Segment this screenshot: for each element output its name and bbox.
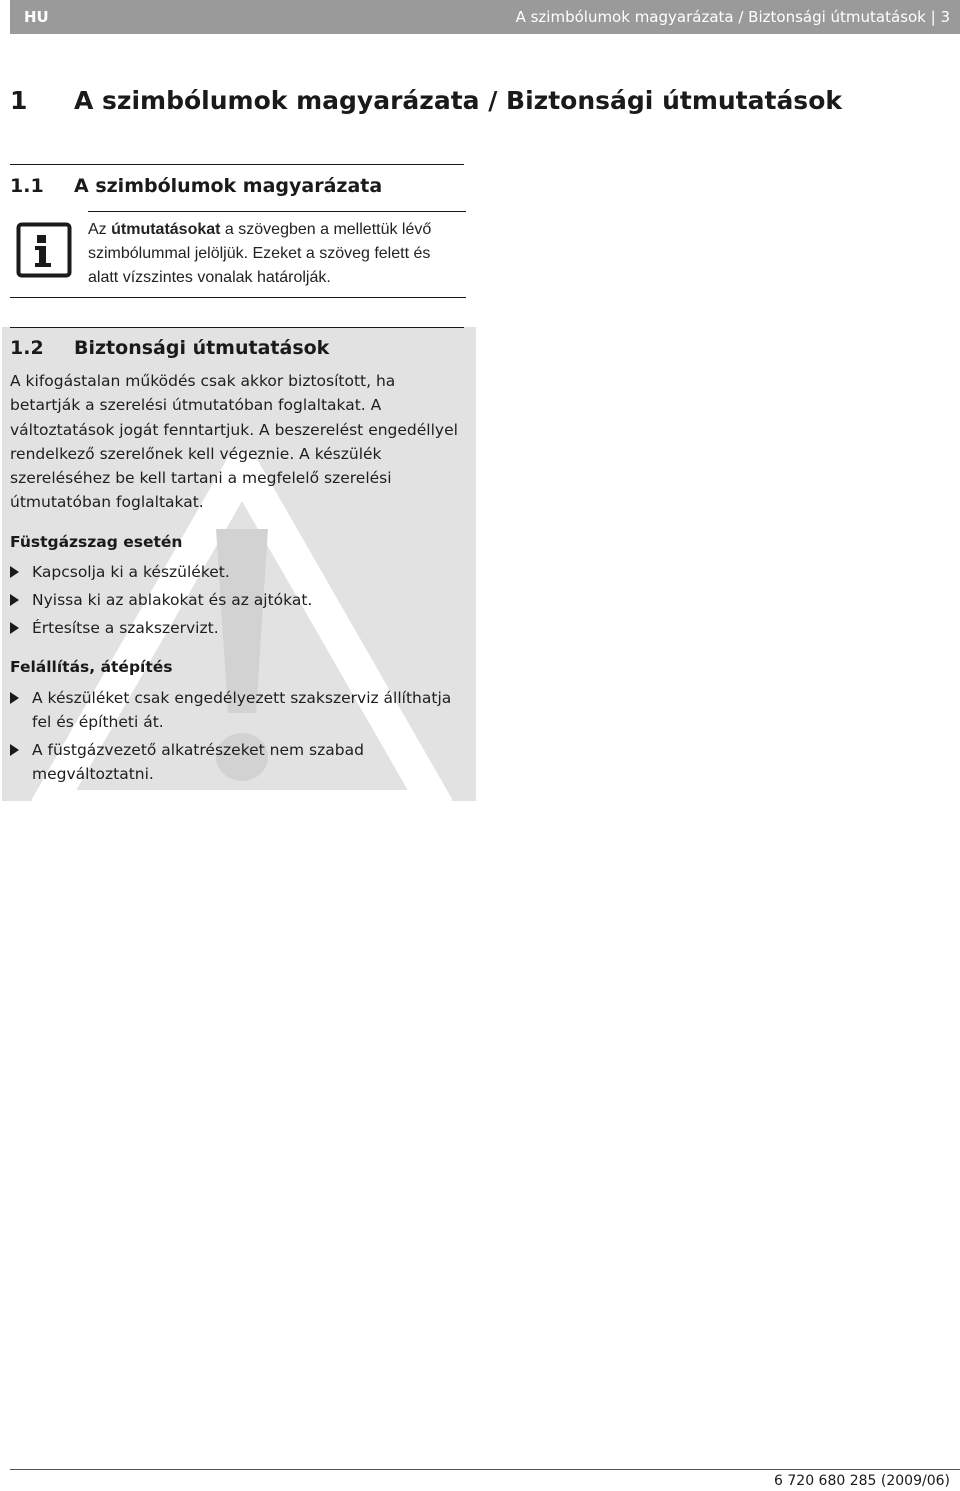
section-number: 1.1 (10, 175, 44, 197)
bullet-arrow-icon (10, 744, 19, 756)
language-code: HU (24, 8, 49, 26)
section-heading-1-2 (10, 337, 329, 359)
list-item-text: A készüléket csak engedélyezett szakszerviz állíthatja fel és építheti át. (32, 689, 452, 732)
chapter-title: A szimbólumok magyarázata / Biztonsági útmutatások (74, 86, 842, 115)
list-item (10, 738, 390, 787)
note-top-rule (88, 211, 466, 212)
running-title: A szimbólumok magyarázata / Biztonsági útmutatások | 3 (515, 8, 950, 26)
note-bottom-rule (10, 297, 466, 298)
info-icon (16, 222, 72, 278)
chapter-heading (10, 86, 842, 115)
bullet-arrow-icon (10, 566, 19, 578)
footer-rule (10, 1469, 960, 1470)
note-rest: a szövegben a mellettük lévő szimbólummal jelöljük. Ezeket a szöveg felett és alatt vízszintes vonalak határolják. (88, 221, 432, 286)
document-code: 6 720 680 285 (2009/06) (774, 1473, 950, 1489)
list-item-text: A füstgázvezető alkatrészeket nem szabad megváltoztatni. (32, 741, 364, 784)
flue-gas-heading: Füstgázszag esetén (10, 533, 183, 551)
safety-paragraph: A kifogástalan működés csak akkor biztosított, ha betartják a szerelési útmutatóban foglaltakat. A változtatások jogát fenntartjuk. A beszerelést engedéllyel rendelkező szerelőnek kell végeznie. A készülék szereléséhez be kell tartani a megfelelő szerelési útmutatóban foglaltakat. (10, 372, 458, 512)
bullet-arrow-icon (10, 692, 19, 704)
chapter-number: 1 (10, 86, 28, 115)
list-item-text: Értesítse a szakszervizt. (32, 619, 219, 637)
bullet-arrow-icon (10, 594, 19, 606)
note-prefix: Az (88, 221, 112, 238)
section-number: 1.2 (10, 337, 44, 359)
list-item (10, 588, 470, 612)
section-title: A szimbólumok magyarázata (74, 175, 383, 197)
note-bold-term: útmutatásokat (111, 221, 221, 238)
list-item (10, 616, 470, 640)
list-item (10, 686, 460, 735)
section-title: Biztonsági útmutatások (74, 337, 330, 359)
list-item (10, 560, 470, 584)
section-heading-1-1 (10, 175, 382, 197)
list-item-text: Nyissa ki az ablakokat és az ajtókat. (32, 591, 313, 609)
bullet-arrow-icon (10, 622, 19, 634)
installation-heading: Felállítás, átépítés (10, 658, 173, 676)
page-header (10, 0, 960, 34)
section-divider (10, 327, 464, 328)
info-note (88, 218, 458, 290)
section-divider (10, 164, 464, 165)
list-item-text: Kapcsolja ki a készüléket. (32, 563, 230, 581)
